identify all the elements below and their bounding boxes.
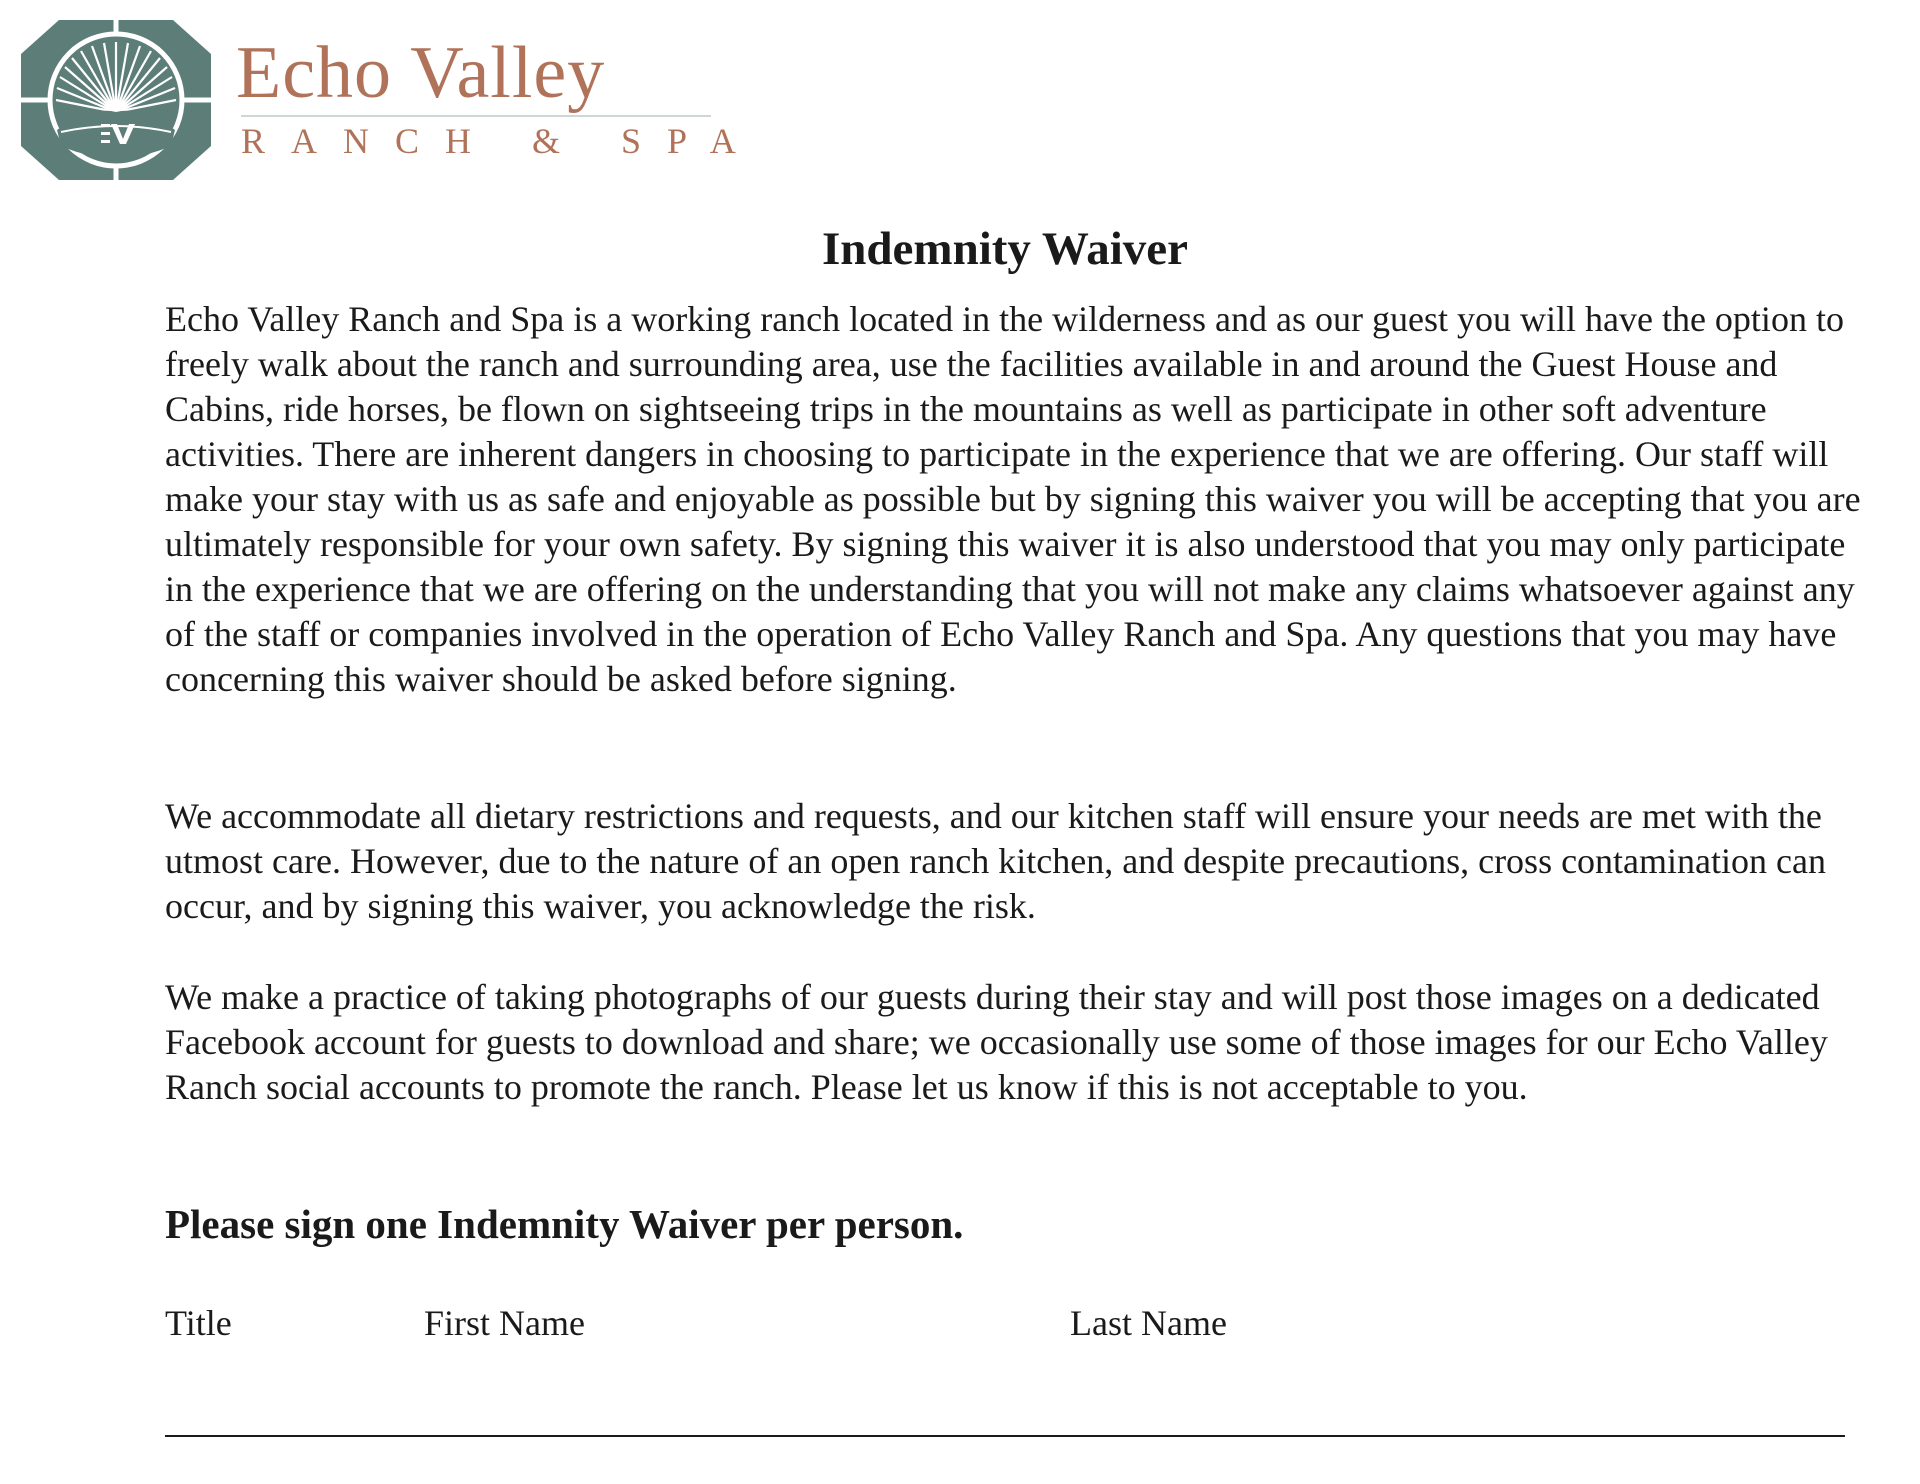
ev-monogram-icon: [99, 120, 139, 148]
waiver-paragraph-safety: Echo Valley Ranch and Spa is a working ranch located in the wilderness and as our guest you will have the option to freely walk about the ranch and surrounding area, use the facilities available in and around the Guest House and Cabins, ride horses, be flown on sightseeing trips in the mountains as well as participate in other soft adventure activities. There are inherent dangers in choosing to participate in the experience that we are offering. Our staff will make your stay with us as safe and enjoyable as possible but by signing this waiver you will be accepting that you are ultimately responsible for your own safety. By signing this waiver it is also understood that you may only participate in the experience that we are offering on the understanding that you will not make any claims whatsoever against any of the staff or companies involved in the operation of Echo Valley Ranch and Spa. Any questions that you may have concerning this waiver should be asked before signing.: [165, 299, 1861, 699]
brand-tagline: RANCH & SPA: [241, 121, 762, 161]
brand-name: Echo Valley: [236, 32, 606, 114]
last-name-field-label: Last Name: [1070, 1303, 1227, 1343]
name-entry-line[interactable]: [165, 1435, 1845, 1437]
first-name-field-label: First Name: [424, 1303, 585, 1343]
waiver-paragraph-photography: We make a practice of taking photographs of our guests during their stay and will post those images on a dedicated Facebook account for guests to download and share; we occasionally use some of those images for our Echo Valley Ranch social accounts to promote the ranch. Please let us know if this is not acceptable to you.: [165, 977, 1828, 1107]
document-title: Indemnity Waiver: [821, 223, 1189, 276]
title-field-label: Title: [165, 1303, 232, 1343]
sign-instruction: Please sign one Indemnity Waiver per person.: [165, 1201, 964, 1247]
brand-divider: [241, 115, 711, 117]
brand-logo: [21, 20, 762, 180]
waiver-paragraph-dietary: We accommodate all dietary restrictions and requests, and our kitchen staff will ensure your needs are met with the utmost care. However, due to the nature of an open ranch kitchen, and despite precautions, cross contamination can occur, and by signing this waiver, you acknowledge the risk.: [165, 796, 1826, 926]
ranch-emblem-icon: [21, 20, 211, 180]
